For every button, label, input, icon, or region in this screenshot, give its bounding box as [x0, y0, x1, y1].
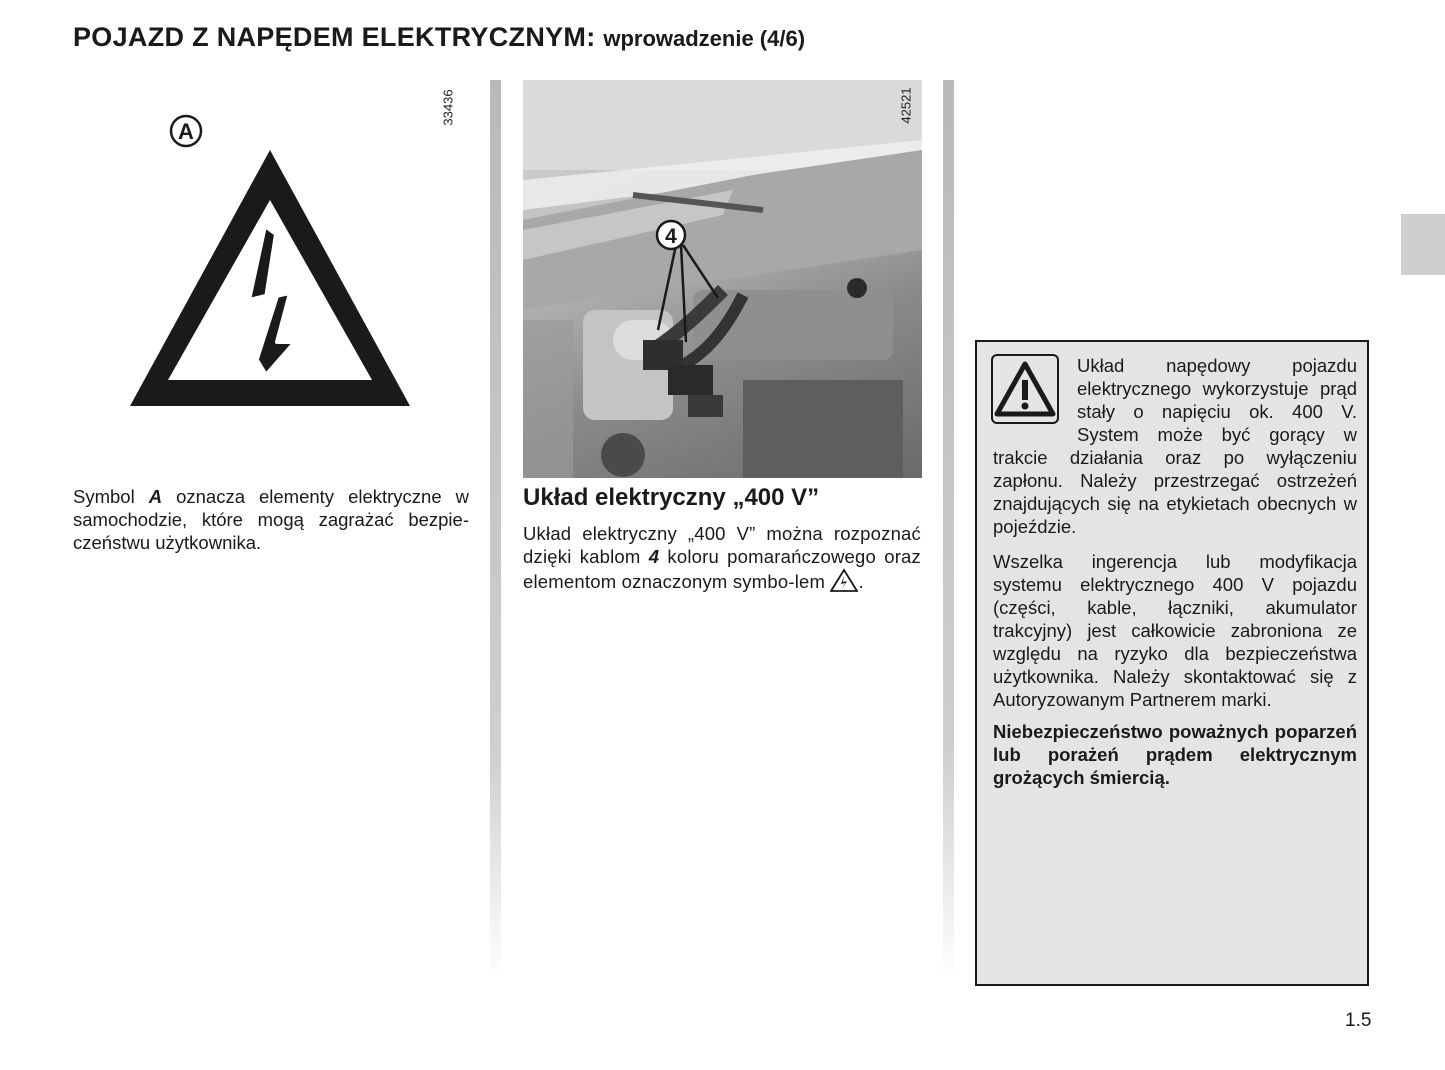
page-number: 1.5 — [1345, 1010, 1372, 1031]
cable-number: 4 — [648, 546, 660, 567]
high-voltage-figure — [120, 110, 420, 415]
page-title — [73, 22, 805, 53]
column-divider — [943, 80, 954, 980]
symbol-letter: A — [148, 486, 163, 507]
warning-paragraph-3: Niebezpieczeństwo poważnych poparzeń lub porażeń prądem elektrycznym grożących śmiercią. — [993, 721, 1357, 788]
figure-reference: 42521 — [898, 87, 914, 124]
chapter-tab — [1401, 214, 1445, 275]
cable-callout: 4 — [665, 225, 677, 248]
figure-reference: 33436 — [440, 89, 456, 126]
figure-label: A — [178, 119, 194, 144]
warning-box — [975, 340, 1369, 986]
symbol-caption: Symbol A oznacza elementy elektryczne w samochodzie, które mogą zagrażać bezpie-czeństwu użytkownika. — [73, 486, 469, 553]
column-divider — [490, 80, 501, 980]
section-heading: Układ elektryczny „400 V” — [523, 484, 820, 511]
title-sub: wprowadzenie (4/6) — [603, 26, 806, 51]
warning-paragraph-1: Układ napędowy pojazdu elektrycznego wykorzystuje prąd stały o napięciu ok. 400 V. System może być gorący w trakcie działania oraz po wyłączeniu zapłonu. Należy przestrzegać ostrzeżeń znajdujących się na etykietach obecnych w pojeździe. — [993, 355, 1357, 537]
title-main: POJAZD Z NAPĘDEM ELEKTRYCZNYM: — [73, 22, 596, 52]
system-description: Układ elektryczny „400 V” można rozpoznać dzięki kablom 4 koloru pomarańczowego oraz elementom oznaczonym symbo-lem . — [523, 523, 921, 592]
engine-bay-photo — [523, 80, 922, 478]
high-voltage-warning-icon — [130, 150, 410, 406]
engine-bay-illustration — [523, 80, 922, 478]
warning-paragraph-2: Wszelka ingerencja lub modyfikacja systemu elektrycznego 400 V pojazdu (części, kable, łączniki, akumulator trakcyjny) jest całkowicie zabroniona ze względu na ryzyko dla bezpieczeństwa użytkownika. Należy skontaktować się z Autoryzowanym Partnerem marki. — [993, 551, 1357, 710]
high-voltage-symbol-icon — [830, 568, 858, 592]
